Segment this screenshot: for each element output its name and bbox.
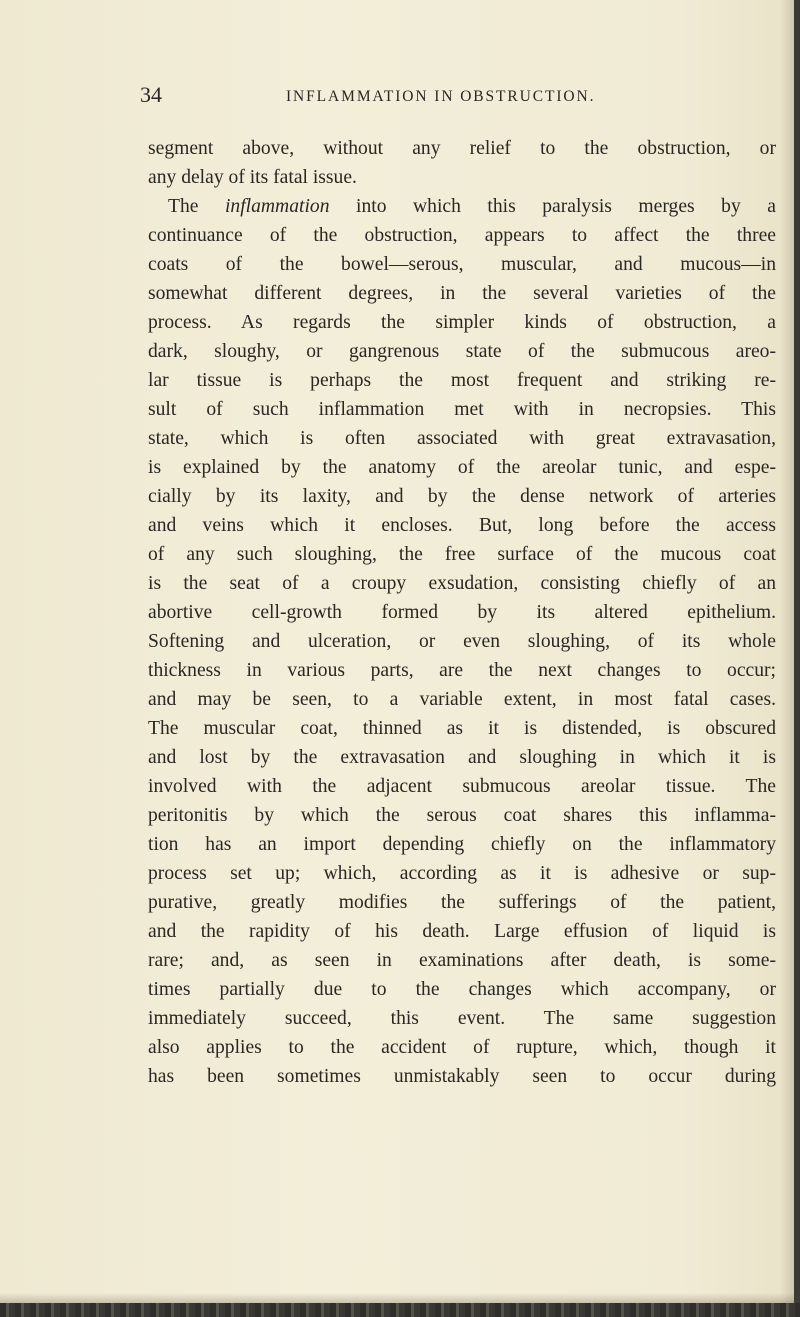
text-line: lar tissue is perhaps the most frequent and striking re- — [148, 370, 776, 391]
text-line: and veins which it encloses. But, long before the access — [148, 515, 776, 536]
body-text — [148, 134, 776, 1091]
text-line: immediately succeed, this event. The same suggestion — [148, 1008, 776, 1029]
text-line: dark, sloughy, or gangrenous state of the submucous areo- — [148, 341, 776, 362]
text-line — [148, 192, 776, 221]
bottom-shadow — [0, 1293, 800, 1303]
text-line: Softening and ulceration, or even sloughing, of its whole — [148, 631, 776, 652]
text-line: segment above, without any relief to the obstruction, or — [148, 138, 776, 159]
text-line: process. As regards the simpler kinds of obstruction, a — [148, 312, 776, 333]
italic-term: inflammation — [224, 196, 330, 217]
text-line: somewhat different degrees, in the several varieties of the — [148, 283, 776, 304]
text-line: peritonitis by which the serous coat shares this inflamma- — [148, 805, 776, 826]
text-line: process set up; which, according as it is adhesive or sup- — [148, 863, 776, 884]
text-line: The muscular coat, thinned as it is distended, is obscured — [148, 718, 776, 739]
text-line: times partially due to the changes which accompany, or — [148, 979, 776, 1000]
text-line: is explained by the anatomy of the areolar tunic, and espe- — [148, 457, 776, 478]
text-line: rare; and, as seen in examinations after death, is some- — [148, 950, 776, 971]
page-gutter-shadow — [780, 0, 794, 1317]
text-line: purative, greatly modifies the sufferings of the patient, — [148, 892, 776, 913]
text-fragment: The — [168, 196, 225, 217]
text-line: tion has an import depending chiefly on the inflammatory — [148, 834, 776, 855]
text-line: coats of the bowel—serous, muscular, and mucous—in — [148, 254, 776, 275]
text-line: state, which is often associated with great extravasation, — [148, 428, 776, 449]
text-line: also applies to the accident of rupture, which, though it — [148, 1037, 776, 1058]
text-line: cially by its laxity, and by the dense network of arteries — [148, 486, 776, 507]
text-line: has been sometimes unmistakably seen to occur during — [148, 1066, 776, 1087]
text-line: continuance of the obstruction, appears to affect the three — [148, 225, 776, 246]
text-line: of any such sloughing, the free surface of the mucous coat — [148, 544, 776, 565]
text-line: any delay of its fatal issue. — [148, 167, 357, 188]
text-line: thickness in various parts, are the next changes to occur; — [148, 660, 776, 681]
text-line: abortive cell-growth formed by its altered epithelium. — [148, 602, 776, 623]
text-line: and lost by the extravasation and sloughing in which it is — [148, 747, 776, 768]
text-line: involved with the adjacent submucous areolar tissue. The — [148, 776, 776, 797]
text-fragment: into which this paralysis merges by a — [329, 196, 776, 217]
page-header — [140, 84, 770, 114]
page-number: 34 — [140, 82, 162, 107]
text-line: and the rapidity of his death. Large effusion of liquid is — [148, 921, 776, 942]
page-edge — [794, 0, 800, 1317]
page-bottom-edge — [0, 1303, 800, 1317]
text-line: and may be seen, to a variable extent, in most fatal cases. — [148, 689, 776, 710]
text-line: sult of such inflammation met with in necropsies. This — [148, 399, 776, 420]
text-line: is the seat of a croupy exsudation, consisting chiefly of an — [148, 573, 776, 594]
running-head: INFLAMMATION IN OBSTRUCTION. — [286, 88, 596, 105]
